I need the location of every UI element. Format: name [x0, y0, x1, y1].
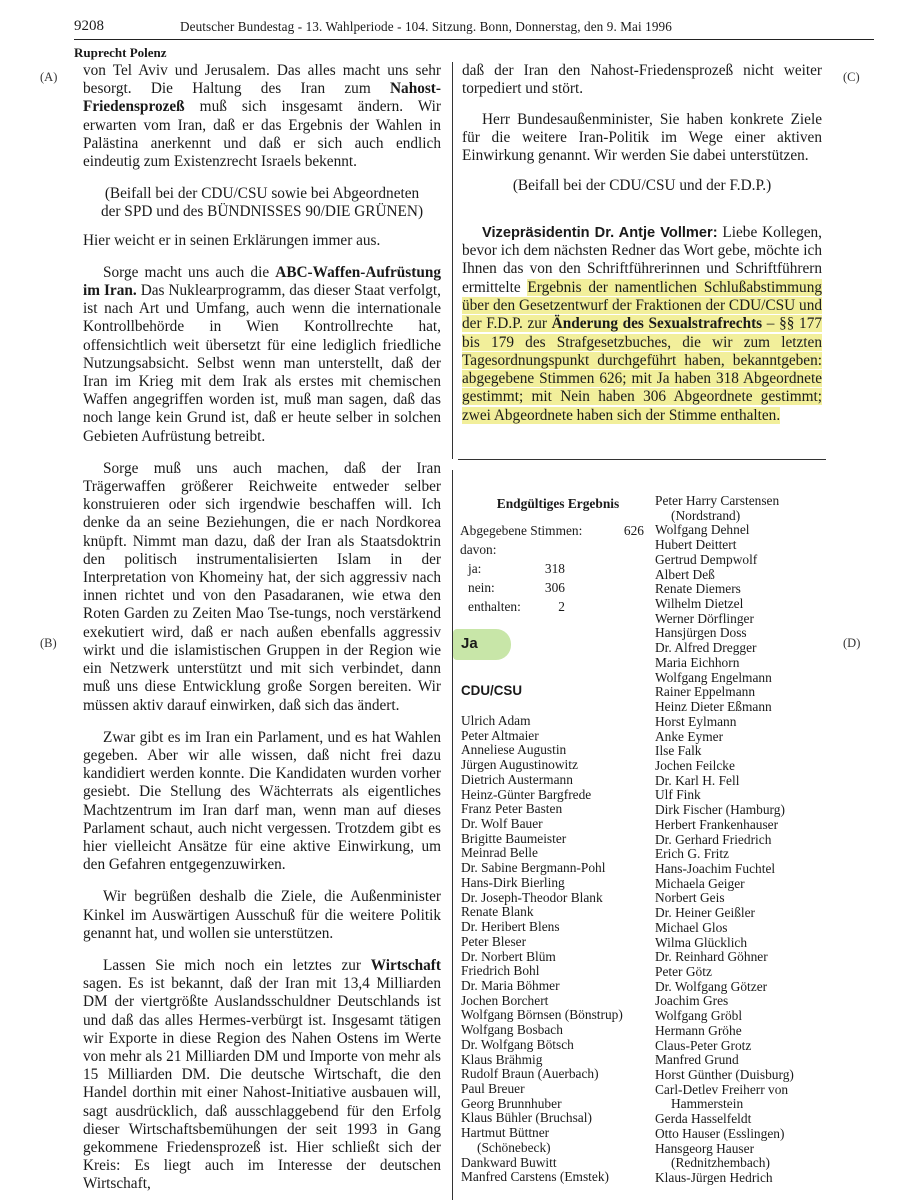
- member-name: Wilma Glücklich: [655, 934, 748, 950]
- member-name: Wilhelm Dietzel: [655, 596, 744, 612]
- member-name: Hartmut Büttner: [461, 1125, 550, 1141]
- member-name: Erich G. Fritz: [655, 846, 730, 862]
- member-name: Klaus-Jürgen Hedrich: [655, 1170, 773, 1186]
- member-name: Peter Harry Carstensen: [655, 493, 780, 508]
- member-name: (Nordstrand): [671, 507, 741, 523]
- member-name: Anneliese Augustin: [461, 742, 567, 758]
- member-name: Hubert Deittert: [655, 537, 737, 553]
- member-name: Meinrad Belle: [461, 845, 538, 861]
- member-name: Dr. Heiner Geißler: [655, 905, 756, 921]
- member-name: Rainer Eppelmann: [655, 684, 756, 700]
- member-name: Heinz Dieter Eßmann: [655, 699, 772, 715]
- member-name: Hammerstein: [671, 1096, 744, 1112]
- vote-result: [460, 494, 644, 616]
- vote-announcement: Vizepräsidentin Dr. Antje Vollmer: Liebe Kollegen, bevor ich dem nächsten Redner das Wort gebe, möchte ich Ihnen das von den Schriftführerinnen und Schriftführern ermittelte Ergebnis der namentlichen Schlußabstimmung über den Gesetzentwurf der Fraktionen der CDU/CSU und der F.D.P. zur Änderung des Sexualstrafrechts – §§ 177 bis 179 des Strafgesetzbuches, die wir zum letzten Tagesordnungspunkt durchgeführt haben, bekanntgeben: abgegebene Stimmen 626; mit Ja haben 318 Abgeordnete gestimmt; mit Nein haben 306 Abgeordnete gestimmt; zwei Abgeordnete haben sich der Stimme enthalten.: [462, 223, 822, 424]
- member-name: Wolfgang Gröbl: [655, 1008, 743, 1024]
- applause-note: (Beifall bei der CDU/CSU sowie bei Abgeordneten der SPD und des BÜNDNISSES 90/DIE GRÜNEN): [100, 185, 424, 221]
- page-number: 9208: [74, 18, 104, 34]
- member-name: Dr. Sabine Bergmann-Pohl: [461, 860, 606, 876]
- margin-mark-b: (B): [40, 636, 57, 650]
- member-name: Wolfgang Bosbach: [461, 1022, 563, 1038]
- member-name: Norbert Geis: [655, 890, 725, 906]
- result-row: ja: 318: [468, 561, 565, 576]
- member-name: Dr. Alfred Dregger: [655, 640, 757, 656]
- member-name: Horst Günther (Duisburg): [655, 1067, 794, 1083]
- member-name: Friedrich Bohl: [461, 963, 540, 979]
- member-name: Dr. Joseph-Theodor Blank: [461, 889, 603, 905]
- member-name: Renate Diemers: [655, 581, 741, 597]
- member-name: (Rednitzhembach): [671, 1155, 770, 1171]
- member-name: Dr. Norbert Blüm: [461, 948, 556, 964]
- member-name: Klaus Brähmig: [461, 1051, 543, 1067]
- member-name: (Schönebeck): [477, 1139, 551, 1155]
- member-name: Hans-Joachim Fuchtel: [655, 860, 776, 876]
- member-list-b: [655, 494, 865, 1186]
- page-header: [74, 14, 874, 40]
- paragraph: Hier weicht er in seinen Erklärungen immer aus.: [83, 231, 381, 249]
- member-name: Dr. Wolfgang Bötsch: [461, 1036, 574, 1052]
- member-name: Manfred Grund: [655, 1052, 739, 1068]
- member-name: Ulrich Adam: [461, 713, 531, 728]
- member-name: Dr. Wolf Bauer: [461, 816, 543, 832]
- member-name: Franz Peter Basten: [461, 801, 563, 817]
- member-name: Maria Eichhorn: [655, 654, 740, 670]
- member-name: Brigitte Baumeister: [461, 830, 567, 846]
- member-name: Wolfgang Börnsen (Bönstrup): [461, 1007, 623, 1023]
- column-divider-top: [452, 62, 453, 459]
- paragraph: Lassen Sie mich noch ein letztes zur Wirtschaft sagen. Es ist bekannt, daß der Iran mit 13,4 Milliarden DM der viertgrößte Auslandsschuldner Deutschlands ist und daß das alles Hermes-verbürgt ist. Insgesamt tätigen wir Exporte in diese Region des Nahen Ostens im Werte von mehr als 21 Milliarden DM und Importe von mehr als 15 Milliarden DM. Die deutsche Wirtschaft, die den Handel dorthin mit einer Nahost-Initiative ausbauen will, sagt ausdrücklich, daß ausschlaggebend für den Erfolg dieser Wirtschaftsbemühungen der seit 1993 in Gang gekommene Friedensprozeß ist. Hier schließt sich der Kreis: Es liegt auch im Interesse der deutschen Wirtschaft,: [83, 956, 441, 1193]
- paragraph: Sorge muß uns auch machen, daß der Iran Trägerwaffen größerer Reichweite entweder selber konstruieren oder sich irgendwie beschaffen will. Ich denke da an seine Beziehungen, die er nach Nordkorea knüpft. Nimmt man dazu, daß der Iran als Staatsdoktrin den politisch instrumentalisierten Islam in der Interpretation von Khomeiny hat, der sich aggressiv nach innen richtet und von den Pasadaranen, wie etwa den Roten Garden zu Zeiten Mao Tse-tungs, noch verstärkend exekutiert wird, daß er nach außen ebenfalls aggressiv wirkt und die islamistischen Gruppen in der Region wie ein Netzwerk unterstützt und mit sich verbindet, dann muß uns diese Entwicklung große Sorgen bereiten. Wir müssen aktiv darauf einwirken, daß sich das ändert.: [83, 459, 441, 714]
- member-name: Jochen Feilcke: [655, 757, 735, 773]
- section-rule: [458, 459, 826, 460]
- member-name: Horst Eylmann: [655, 713, 737, 729]
- result-row: nein: 306: [468, 580, 565, 595]
- highlighted-text: Ergebnis der namentlichen Schlußabstimmung über den Gesetzentwurf der Fraktionen der CDU/CSU und der F.D.P. zur Änderung des Sexualstrafrechts – §§ 177 bis 179 des Strafgesetzbuches, die wir zum letzten Tagesordnungspunkt durchgeführt haben, bekanntgeben: abgegebene Stimmen 626; mit Ja haben 318 Abgeordnete gestimmt; mit Nein haben 306 Abgeordnete gestimmt; zwei Abgeordnete haben sich der Stimme enthalten.: [462, 278, 822, 424]
- member-name: Jochen Borchert: [461, 992, 549, 1008]
- member-name: Dr. Karl H. Fell: [655, 772, 740, 788]
- member-name: Dr. Gerhard Friedrich: [655, 831, 772, 847]
- member-name: Peter Bleser: [461, 933, 527, 949]
- member-name: Wolfgang Dehnel: [655, 522, 750, 538]
- member-name: Ilse Falk: [655, 743, 702, 759]
- member-name: Heinz-Günter Bargfrede: [461, 786, 592, 802]
- member-name: Renate Blank: [461, 904, 534, 920]
- member-name: Dirk Fischer (Hamburg): [655, 802, 785, 818]
- member-name: Werner Dörflinger: [655, 610, 754, 626]
- member-name: Hermann Gröhe: [655, 1022, 742, 1038]
- member-name: Herbert Frankenhauser: [655, 816, 779, 832]
- member-name: Hansjürgen Doss: [655, 625, 747, 641]
- result-row: enthalten: 2: [468, 599, 565, 614]
- vice-president-name: Vizepräsidentin Dr. Antje Vollmer:: [482, 224, 718, 241]
- member-name: Georg Brunnhuber: [461, 1095, 562, 1111]
- member-name: Jürgen Augustinowitz: [461, 757, 578, 773]
- paragraph: Wir begrüßen deshalb die Ziele, die Außenminister Kinkel im Auswärtigen Ausschuß für die weitere Politik genannt hat, und wollen sie unterstützen.: [83, 888, 441, 942]
- speaker-name: Ruprecht Polenz: [74, 45, 167, 60]
- result-title: Endgültiges Ergebnis: [496, 496, 620, 511]
- member-name: Dietrich Austermann: [461, 771, 573, 787]
- result-davon: davon:: [460, 542, 497, 557]
- applause-note: (Beifall bei der CDU/CSU und der F.D.P.): [512, 177, 772, 195]
- member-name: Rudolf Braun (Auerbach): [461, 1066, 599, 1082]
- member-name: Anke Eymer: [655, 728, 724, 744]
- margin-mark-a: (A): [40, 70, 58, 84]
- member-name: Gertrud Dempwolf: [655, 551, 758, 567]
- member-name: Klaus Bühler (Bruchsal): [461, 1110, 592, 1126]
- member-name: Dr. Maria Böhmer: [461, 977, 560, 993]
- result-total-row: Abgegebene Stimmen: 626: [460, 523, 644, 538]
- member-name: Claus-Peter Grotz: [655, 1037, 752, 1053]
- member-name: Wolfgang Engelmann: [655, 669, 772, 685]
- member-name: Peter Altmaier: [461, 727, 539, 743]
- paragraph: Zwar gibt es im Iran ein Parlament, und es hat Wahlen gegeben. Aber wir alle wissen, daß nicht frei dazu kandidiert werden konnte. Die Kandidaten wurden vorher gesiebt. Die Stellung des Wächterrats als eigentliches Machtzentrum im Iran darf man, wenn man auf dieses Parlament schaut, auch nicht vergessen. Trotzdem gibt es hier vielleicht Ansätze für eine aktive Einwirkung, um den Gefahren entgegenzuwirken.: [83, 728, 441, 874]
- member-name: Michael Glos: [655, 919, 728, 935]
- party-heading: CDU/CSU: [461, 683, 523, 698]
- right-column: [462, 62, 822, 437]
- margin-mark-d: (D): [843, 636, 861, 650]
- column-divider-bottom: [452, 470, 453, 1200]
- member-name: Manfred Carstens (Emstek): [461, 1169, 609, 1185]
- member-name: Otto Hauser (Esslingen): [655, 1125, 785, 1141]
- member-name: Hans-Dirk Bierling: [461, 874, 565, 890]
- paragraph: von Tel Aviv und Jerusalem. Das alles macht uns sehr besorgt. Die Haltung des Iran zum Nahost-Friedensprozeß muß sich insgesamt ändern. Wir erwarten vom Iran, daß er das Ergebnis der Wahlen in Palästina anerkennt und daß er sich auch endlich eindeutig zum Existenzrecht Israels bekennt.: [83, 62, 441, 171]
- member-name: Paul Breuer: [461, 1080, 525, 1096]
- member-name: Dr. Reinhard Göhner: [655, 949, 768, 965]
- paragraph: Sorge macht uns auch die ABC-Waffen-Aufrüstung im Iran. Das Nuklearprogramm, das dieser Staat verfolgt, ist nach Art und Umfang, auch wenn die internationale Kontrollbehörde in Wien Kontrollrechte hat, offensichtlich weit übersetzt für eine lediglich friedliche Nutzungsabsicht. Selbst wenn man unterstellt, daß der Iran im Krieg mit dem Irak als erstes mit chemischen Waffen angegriffen worden ist, muß man sagen, daß das noch lange kein Grund ist, daß er heute selber in solchen Gebieten Aufrüstung betreibt.: [83, 263, 442, 445]
- member-name: Gerda Hasselfeldt: [655, 1111, 752, 1127]
- margin-mark-c: (C): [843, 70, 860, 84]
- ja-section-label: Ja: [453, 629, 511, 660]
- paragraph: Herr Bundesaußenminister, Sie haben konkrete Ziele für die weitere Iran-Politik im Wege einer aktiven Einwirkung genannt. Wir werden Sie dabei unterstützen.: [462, 110, 822, 165]
- member-name: Peter Götz: [655, 964, 712, 979]
- member-name: Joachim Gres: [655, 993, 729, 1009]
- member-name: Michaela Geiger: [655, 875, 745, 891]
- member-name: Dankward Buwitt: [461, 1154, 557, 1170]
- member-list-a: [461, 714, 651, 1185]
- paragraph: daß der Iran den Nahost-Friedensprozeß nicht weiter torpediert und stört.: [462, 62, 822, 98]
- member-name: Dr. Wolfgang Götzer: [655, 978, 768, 994]
- header-title: Deutscher Bundestag - 13. Wahlperiode - 104. Sitzung. Bonn, Donnerstag, den 9. Mai 1996: [180, 19, 672, 34]
- left-column: [83, 62, 441, 1200]
- member-name: Ulf Fink: [655, 787, 701, 803]
- member-name: Hansgeorg Hauser: [655, 1140, 755, 1156]
- member-name: Carl-Detlev Freiherr von: [655, 1081, 789, 1097]
- member-name: Albert Deß: [655, 566, 715, 582]
- member-name: Dr. Heribert Blens: [461, 919, 560, 935]
